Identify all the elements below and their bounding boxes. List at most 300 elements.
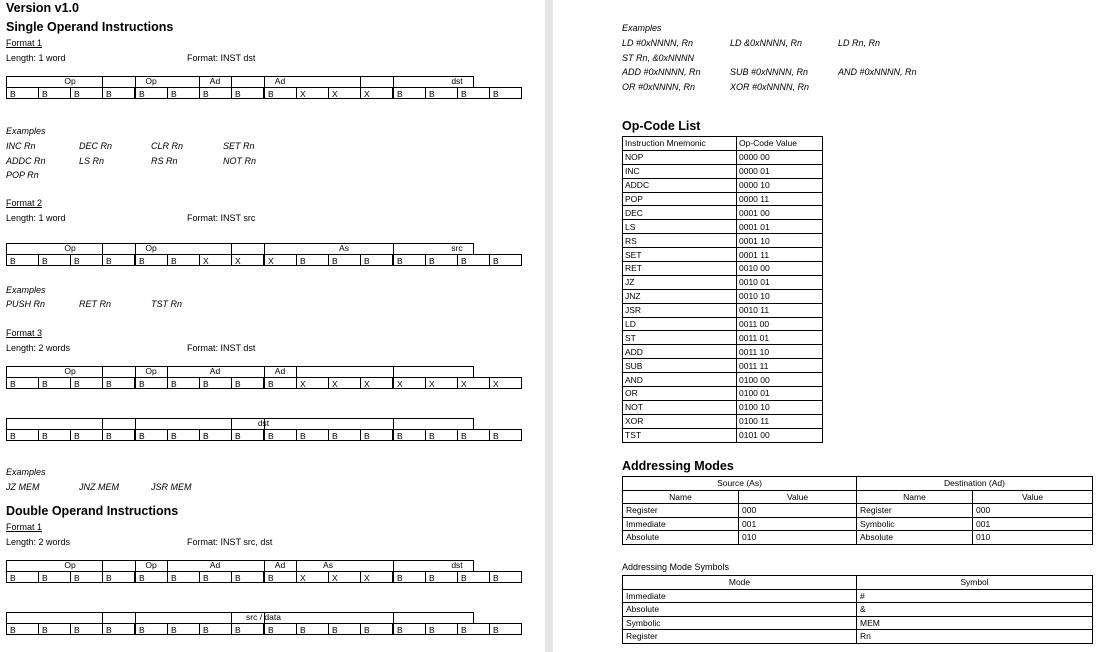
table-row — [623, 517, 1093, 531]
bit-cell: X — [296, 571, 329, 583]
mode-symbol: Rn — [857, 630, 1093, 644]
opcode-mnemonic: JSR — [623, 303, 737, 317]
bit-cell: B — [360, 623, 393, 635]
bit-cell: B — [6, 429, 39, 441]
bit-cell: B — [199, 623, 232, 635]
label-divider — [135, 366, 136, 377]
addressing-modes-title: Addressing Modes — [622, 459, 734, 473]
single-format3-length: Length: 2 words — [6, 343, 71, 353]
table-row — [623, 373, 823, 387]
opcode-list-title: Op-Code List — [622, 119, 701, 133]
bit-cell: B — [457, 429, 490, 441]
bit-cell: B — [167, 87, 200, 99]
bit-cell: B — [135, 377, 168, 389]
label-divider — [102, 366, 103, 377]
bit-cell: B — [264, 87, 297, 99]
label-divider — [231, 243, 232, 254]
source-header: Source (As) — [623, 477, 857, 491]
destination-header: Destination (Ad) — [857, 477, 1093, 491]
bit-cell: X — [360, 377, 393, 389]
bit-cell: B — [70, 429, 103, 441]
label-divider — [102, 560, 103, 571]
label-divider — [264, 243, 265, 254]
bit-cell: B — [70, 623, 103, 635]
label-divider — [102, 612, 103, 623]
table-row — [623, 317, 823, 331]
opcode-value: 0000 10 — [737, 178, 823, 192]
bit-cell: X — [393, 377, 426, 389]
mode-symbol: # — [857, 589, 1093, 603]
bit-cell: B — [393, 87, 426, 99]
bit-cell: B — [393, 254, 426, 266]
bit-cell: B — [70, 254, 103, 266]
mode-name: Immediate — [623, 589, 857, 603]
label-row-border — [6, 366, 474, 377]
bit-cell: B — [38, 571, 71, 583]
example-instruction: RS Rn — [151, 155, 178, 166]
label-row-border — [6, 560, 474, 571]
example-instruction: NOT Rn — [223, 155, 257, 166]
field-label: src — [451, 243, 463, 253]
table-row — [623, 387, 823, 401]
example-instruction: ADD #0xNNNN, Rn — [622, 67, 701, 77]
bit-cell: X — [328, 377, 361, 389]
addressing-symbols-table — [622, 575, 1093, 644]
bit-cell: B — [38, 429, 71, 441]
mode-symbol: MEM — [857, 616, 1093, 630]
label-divider — [135, 76, 136, 87]
table-row — [623, 477, 1093, 491]
bit-cell: B — [231, 87, 264, 99]
opcode-table — [622, 136, 823, 443]
opcode-mnemonic: LD — [623, 317, 737, 331]
destination-mode-name: Register — [857, 504, 973, 518]
bit-cell: B — [489, 87, 522, 99]
label-row-border — [6, 418, 474, 429]
bit-cell: X — [328, 571, 361, 583]
example-instruction: LD &0xNNNN, Rn — [730, 38, 803, 48]
bit-cell: B — [38, 377, 71, 389]
label-divider — [264, 418, 265, 429]
opcode-mnemonic: DEC — [623, 206, 737, 220]
value-header: Value — [739, 490, 857, 504]
bit-cell: X — [489, 377, 522, 389]
page-gap — [545, 0, 553, 652]
label-divider — [360, 76, 361, 87]
label-divider — [231, 418, 232, 429]
table-row — [623, 490, 1093, 504]
destination-mode-name: Symbolic — [857, 517, 973, 531]
bit-cell: B — [360, 254, 393, 266]
field-label: Op — [145, 560, 157, 570]
example-instruction: POP Rn — [6, 170, 39, 180]
bit-cell: B — [425, 429, 458, 441]
label-divider — [393, 560, 394, 571]
field-label: Op — [64, 560, 76, 570]
opcode-value: 0001 01 — [737, 220, 823, 234]
label-divider — [264, 560, 265, 571]
example-instruction: PUSH Rn — [6, 299, 46, 309]
example-instruction: AND #0xNNNN, Rn — [838, 67, 917, 77]
opcode-value: 0010 10 — [737, 289, 823, 303]
opcode-value: 0001 00 — [737, 206, 823, 220]
label-divider — [102, 418, 103, 429]
bit-cell: B — [167, 571, 200, 583]
opcode-value: 0101 00 — [737, 428, 823, 442]
label-divider — [393, 366, 394, 377]
bit-cell: B — [264, 429, 297, 441]
bit-cell: B — [425, 571, 458, 583]
bit-cell: B — [328, 254, 361, 266]
bit-cell: B — [393, 429, 426, 441]
bit-cell: B — [102, 254, 135, 266]
bit-cell: B — [102, 623, 135, 635]
bit-cell: X — [199, 254, 232, 266]
field-label: Op — [145, 243, 157, 253]
bit-cell: B — [6, 571, 39, 583]
single-operand-title: Single Operand Instructions — [6, 20, 174, 34]
field-label: Op — [64, 76, 76, 86]
bit-cell: X — [231, 254, 264, 266]
name-header: Name — [623, 490, 739, 504]
opcode-header-row — [623, 137, 823, 151]
field-label: Ad — [209, 76, 221, 86]
right-page — [553, 0, 1097, 652]
label-divider — [135, 612, 136, 623]
opcode-value: 0001 11 — [737, 248, 823, 262]
example-instruction: RET Rn — [79, 299, 112, 309]
bit-cell: B — [328, 429, 361, 441]
destination-mode-value: 001 — [973, 517, 1093, 531]
table-row — [623, 400, 823, 414]
bit-cell: X — [296, 87, 329, 99]
bit-cell: B — [38, 87, 71, 99]
field-label: dst — [451, 76, 463, 86]
bit-cell: B — [231, 623, 264, 635]
single-format1-link: Format 1 — [6, 38, 43, 48]
bit-cell: B — [489, 429, 522, 441]
label-row-border — [6, 612, 474, 623]
opcode-header: Instruction Mnemonic — [623, 137, 737, 151]
opcode-mnemonic: ADDC — [623, 178, 737, 192]
table-row — [623, 150, 823, 164]
table-row — [623, 504, 1093, 518]
bit-cell: B — [199, 429, 232, 441]
table-row — [623, 616, 1093, 630]
destination-mode-name: Absolute — [857, 531, 973, 545]
table-row — [623, 576, 1093, 590]
opcode-value: 0100 01 — [737, 387, 823, 401]
bit-cell: B — [489, 254, 522, 266]
left-page — [0, 0, 545, 652]
opcode-mnemonic: TST — [623, 428, 737, 442]
bit-cell: X — [328, 87, 361, 99]
opcode-mnemonic: RET — [623, 262, 737, 276]
opcode-mnemonic: POP — [623, 192, 737, 206]
label-row-border — [6, 243, 474, 254]
bit-cell: B — [167, 377, 200, 389]
opcode-mnemonic: OR — [623, 387, 737, 401]
bit-cell: B — [296, 254, 329, 266]
source-mode-value: 010 — [739, 531, 857, 545]
opcode-value: 0011 11 — [737, 359, 823, 373]
example-instruction: JSR MEM — [151, 482, 192, 492]
example-instruction: SET Rn — [223, 141, 255, 151]
mode-name: Absolute — [623, 603, 857, 617]
opcode-mnemonic: JZ — [623, 275, 737, 289]
label-divider — [135, 418, 136, 429]
single-format1-length: Length: 1 word — [6, 53, 66, 63]
label-divider — [296, 366, 297, 377]
addressing-symbols-title: Addressing Mode Symbols — [622, 562, 730, 572]
example-instruction: ST Rn, &0xNNNN — [622, 52, 695, 63]
opcode-mnemonic: SET — [623, 248, 737, 262]
mode-name: Register — [623, 630, 857, 644]
bit-cell: B — [296, 623, 329, 635]
label-row-border — [6, 76, 474, 87]
bit-cell: B — [102, 87, 135, 99]
table-row — [623, 603, 1093, 617]
bit-cell: B — [231, 429, 264, 441]
bit-cell: B — [102, 429, 135, 441]
example-instruction: LD #0xNNNN, Rn — [622, 38, 694, 48]
field-label: src / data — [246, 612, 281, 622]
symbols-header: Mode — [623, 576, 857, 590]
table-row — [623, 206, 823, 220]
table-row — [623, 192, 823, 206]
table-row — [623, 414, 823, 428]
table-row — [623, 289, 823, 303]
single-format3-examples-title: Examples — [6, 467, 46, 477]
opcode-mnemonic: INC — [623, 164, 737, 178]
label-divider — [231, 76, 232, 87]
table-row — [623, 531, 1093, 545]
bit-cell: B — [199, 87, 232, 99]
source-mode-name: Register — [623, 504, 739, 518]
bit-cell: B — [360, 429, 393, 441]
bit-cell: X — [360, 571, 393, 583]
opcode-mnemonic: NOP — [623, 150, 737, 164]
double-operand-title: Double Operand Instructions — [6, 504, 179, 518]
label-divider — [102, 76, 103, 87]
example-instruction: OR #0xNNNN, Rn — [622, 81, 696, 92]
source-mode-value: 000 — [739, 504, 857, 518]
label-divider — [135, 560, 136, 571]
single-format2-format: Format: INST src — [187, 213, 256, 223]
version-label: Version v1.0 — [6, 1, 79, 15]
bit-cell: X — [296, 377, 329, 389]
bit-cell: B — [167, 254, 200, 266]
opcode-mnemonic: RS — [623, 234, 737, 248]
bit-cell: B — [328, 623, 361, 635]
destination-mode-value: 010 — [973, 531, 1093, 545]
opcode-value: 0010 00 — [737, 262, 823, 276]
field-label: Op — [145, 76, 157, 86]
bit-cell: B — [135, 429, 168, 441]
mode-name: Symbolic — [623, 616, 857, 630]
field-label: Ad — [209, 366, 221, 376]
field-label: Ad — [209, 560, 221, 570]
opcode-header: Op-Code Value — [737, 137, 823, 151]
opcode-mnemonic: JNZ — [623, 289, 737, 303]
double-format1-link: Format 1 — [6, 522, 43, 532]
right-examples-title: Examples — [622, 23, 662, 33]
label-divider — [393, 612, 394, 623]
mode-symbol: & — [857, 603, 1093, 617]
single-format2-link: Format 2 — [6, 198, 43, 208]
bit-cell: B — [489, 623, 522, 635]
opcode-mnemonic: ADD — [623, 345, 737, 359]
single-format1-format: Format: INST dst — [187, 53, 256, 63]
value-header: Value — [973, 490, 1093, 504]
example-instruction: JZ MEM — [6, 482, 40, 492]
bit-cell: B — [38, 254, 71, 266]
example-instruction: ADDC Rn — [6, 155, 46, 166]
table-row — [623, 234, 823, 248]
label-divider — [393, 418, 394, 429]
label-divider — [393, 76, 394, 87]
single-format2-length: Length: 1 word — [6, 213, 66, 223]
label-divider — [231, 612, 232, 623]
label-divider — [264, 366, 265, 377]
table-row — [623, 275, 823, 289]
bit-cell: B — [167, 429, 200, 441]
opcode-mnemonic: AND — [623, 373, 737, 387]
field-label: dst — [257, 418, 270, 428]
bit-cell: X — [425, 377, 458, 389]
table-row — [623, 331, 823, 345]
opcode-mnemonic: LS — [623, 220, 737, 234]
bit-cell: B — [70, 87, 103, 99]
label-divider — [199, 76, 200, 87]
opcode-mnemonic: XOR — [623, 414, 737, 428]
symbols-header: Symbol — [857, 576, 1093, 590]
table-row — [623, 589, 1093, 603]
label-divider — [393, 243, 394, 254]
bit-cell: B — [425, 623, 458, 635]
opcode-mnemonic: NOT — [623, 400, 737, 414]
field-label: Op — [64, 366, 76, 376]
bit-cell: B — [425, 254, 458, 266]
table-row — [623, 359, 823, 373]
opcode-mnemonic: ST — [623, 331, 737, 345]
table-row — [623, 262, 823, 276]
field-label: Ad — [274, 560, 286, 570]
bit-cell: B — [457, 623, 490, 635]
source-mode-name: Immediate — [623, 517, 739, 531]
bit-cell: X — [360, 87, 393, 99]
table-row — [623, 248, 823, 262]
bit-cell: B — [6, 87, 39, 99]
bit-cell: B — [457, 87, 490, 99]
table-row — [623, 345, 823, 359]
example-instruction: LS Rn — [79, 155, 105, 166]
bit-cell: B — [70, 571, 103, 583]
double-format1-format: Format: INST src, dst — [187, 537, 273, 547]
opcode-value: 0001 10 — [737, 234, 823, 248]
source-mode-name: Absolute — [623, 531, 739, 545]
example-instruction: CLR Rn — [151, 141, 184, 151]
bit-cell: B — [393, 571, 426, 583]
bit-cell: B — [70, 377, 103, 389]
bit-cell: B — [425, 87, 458, 99]
bit-cell: B — [489, 571, 522, 583]
bit-cell: B — [296, 429, 329, 441]
label-divider — [167, 560, 168, 571]
bit-cell: B — [135, 87, 168, 99]
bit-cell: B — [199, 571, 232, 583]
single-format3-link: Format 3 — [6, 328, 43, 338]
field-label: Ad — [274, 366, 286, 376]
bit-cell: B — [457, 254, 490, 266]
opcode-value: 0100 00 — [737, 373, 823, 387]
bit-cell: B — [38, 623, 71, 635]
bit-cell: B — [264, 571, 297, 583]
opcode-value: 0010 11 — [737, 303, 823, 317]
bit-cell: B — [264, 623, 297, 635]
bit-cell: B — [102, 377, 135, 389]
example-instruction: TST Rn — [151, 299, 183, 309]
bit-cell: B — [393, 623, 426, 635]
label-divider — [135, 243, 136, 254]
double-format1-length: Length: 2 words — [6, 537, 71, 547]
bit-cell: B — [264, 377, 297, 389]
source-mode-value: 001 — [739, 517, 857, 531]
table-row — [623, 630, 1093, 644]
label-divider — [264, 76, 265, 87]
opcode-value: 0011 00 — [737, 317, 823, 331]
table-row — [623, 303, 823, 317]
field-label: Ad — [274, 76, 286, 86]
bit-cell: X — [264, 254, 297, 266]
example-instruction: JNZ MEM — [79, 482, 119, 492]
single-format3-format: Format: INST dst — [187, 343, 256, 353]
opcode-value: 0011 10 — [737, 345, 823, 359]
table-row — [623, 178, 823, 192]
bit-cell: B — [199, 377, 232, 389]
field-label: Op — [64, 243, 76, 253]
label-divider — [102, 243, 103, 254]
single-format2-examples-title: Examples — [6, 285, 46, 295]
bit-cell: B — [6, 254, 39, 266]
bit-cell: B — [457, 571, 490, 583]
example-instruction: SUB #0xNNNN, Rn — [730, 67, 809, 77]
label-divider — [167, 366, 168, 377]
label-divider — [264, 612, 265, 623]
field-label: As — [323, 560, 333, 570]
bit-cell: B — [135, 571, 168, 583]
bit-cell: B — [6, 377, 39, 389]
label-divider — [296, 560, 297, 571]
opcode-value: 0000 11 — [737, 192, 823, 206]
name-header: Name — [857, 490, 973, 504]
bit-cell: B — [6, 623, 39, 635]
opcode-value: 0100 10 — [737, 400, 823, 414]
example-instruction: XOR #0xNNNN, Rn — [730, 81, 810, 92]
field-label: As — [339, 243, 349, 253]
field-label: Op — [145, 366, 157, 376]
opcode-mnemonic: SUB — [623, 359, 737, 373]
addressing-modes-table — [622, 476, 1093, 545]
table-row — [623, 428, 823, 442]
opcode-value: 0100 11 — [737, 414, 823, 428]
bit-cell: B — [102, 571, 135, 583]
bit-cell: B — [135, 623, 168, 635]
bit-cell: X — [457, 377, 490, 389]
bit-cell: B — [231, 571, 264, 583]
opcode-value: 0011 01 — [737, 331, 823, 345]
table-row — [623, 220, 823, 234]
